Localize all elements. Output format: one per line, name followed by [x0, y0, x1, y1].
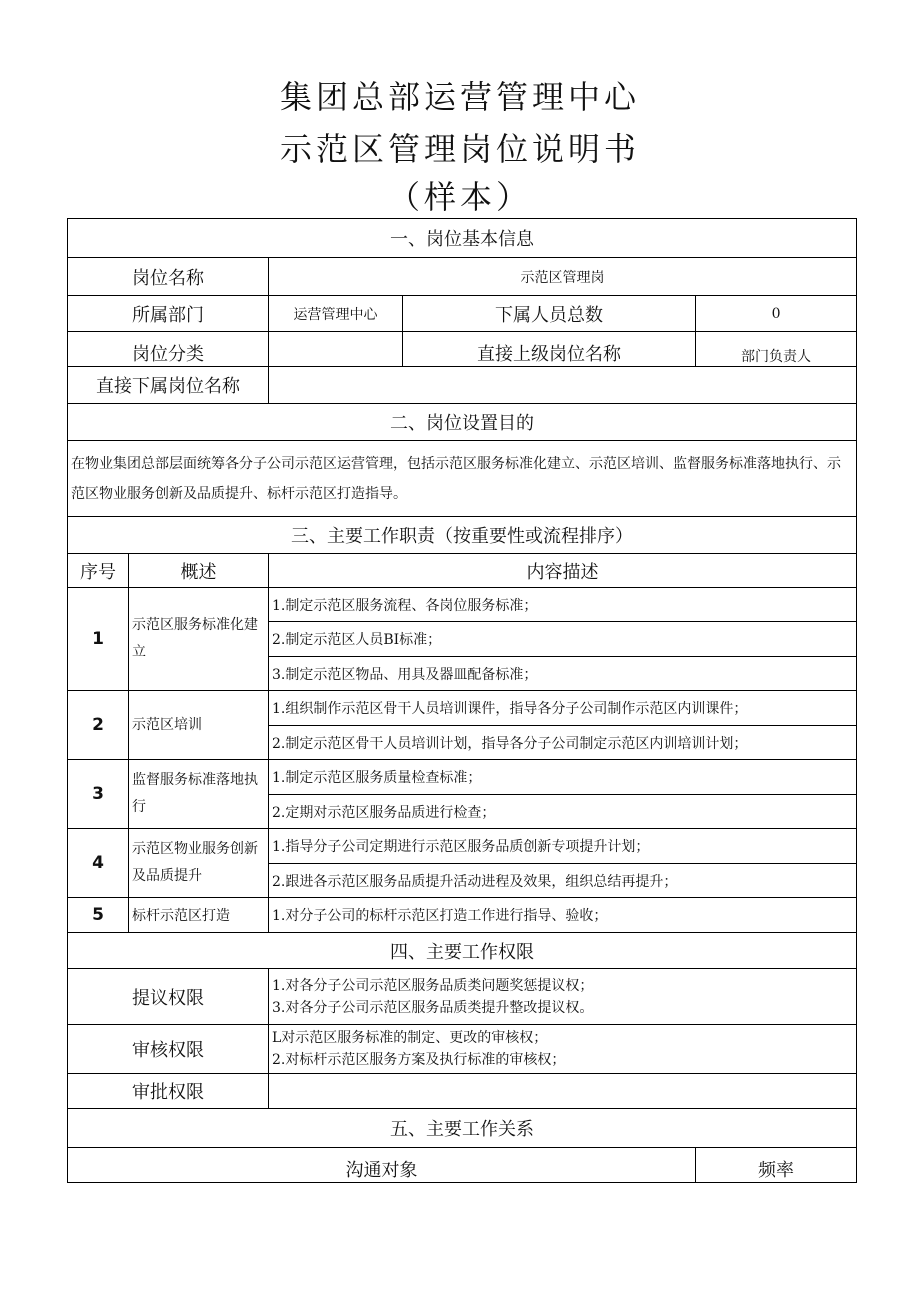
duty-content-item: 1.制定示范区服务流程、各岗位服务标准；: [269, 588, 857, 622]
department-label: 所属部门: [68, 296, 269, 332]
direct-superior-value: 部门负责人: [696, 332, 857, 367]
duty-summary: 标杆示范区打造: [129, 898, 269, 933]
review-authority-item: 2.对标杆示范区服务方案及执行标准的审核权；: [272, 1052, 566, 1068]
section-basic-info-header: 一、岗位基本信息: [68, 219, 857, 258]
duty-content-item: 2.制定示范区骨干人员培训计划，指导各分子公司制定示范区内训培训计划；: [269, 726, 857, 760]
section-authority-header: 四、主要工作权限: [68, 933, 857, 969]
propose-authority-item: 3.对各分子公司示范区服务品质类提升整改提议权。: [272, 999, 594, 1016]
approve-authority-value: [269, 1074, 857, 1109]
relations-col-target: 沟通对象: [68, 1148, 696, 1183]
position-name-label: 岗位名称: [68, 258, 269, 296]
duty-number: 4: [68, 829, 129, 898]
duty-number: 5: [68, 898, 129, 933]
relations-col-frequency: 频率: [696, 1148, 857, 1183]
duty-content-item: 2.定期对示范区服务品质进行检查；: [269, 795, 857, 829]
duty-content-item: 1.制定示范区服务质量检查标准；: [269, 760, 857, 795]
position-category-label: 岗位分类: [68, 332, 269, 367]
duty-content-item: 1.组织制作示范区骨干人员培训课件，指导各分子公司制作示范区内训课件；: [269, 691, 857, 726]
duties-col-summary: 概述: [129, 554, 269, 588]
section-purpose-header: 二、岗位设置目的: [68, 404, 857, 441]
duty-number: 2: [68, 691, 129, 760]
direct-subordinate-value: [269, 367, 857, 404]
propose-authority-item: 1.对各分子公司示范区服务品质类问题奖惩提议权；: [272, 977, 594, 994]
propose-authority-items: [269, 969, 857, 1025]
duty-summary: 监督服务标准落地执行: [129, 760, 269, 829]
document-title-line2: 示范区管理岗位说明书: [279, 130, 640, 168]
duty-summary: 示范区物业服务创新及品质提升: [129, 829, 269, 898]
duty-content-item: 2.跟进各示范区服务品质提升活动进程及效果，组织总结再提升；: [269, 864, 857, 898]
position-name-value: 示范区管理岗: [269, 258, 857, 296]
section-duties-header: 三、主要工作职责（按重要性或流程排序）: [68, 517, 857, 554]
direct-superior-label: 直接上级岗位名称: [403, 332, 696, 367]
duty-content-item: 1.指导分子公司定期进行示范区服务品质创新专项提升计划；: [269, 829, 857, 864]
position-category-value: [269, 332, 403, 367]
purpose-text: 在物业集团总部层面统筹各分子公司示范区运营管理，包括示范区服务标准化建立、示范区培训、监督服务标准落地执行、示范区物业服务创新及品质提升、标杆示范区打造指导。: [68, 441, 857, 517]
duty-content-item: 3.制定示范区物品、用具及器皿配备标准；: [269, 657, 857, 691]
document-title-line1: 集团总部运营管理中心: [279, 78, 640, 116]
duty-content-item: 1.对分子公司的标杆示范区打造工作进行指导、验收；: [269, 898, 857, 933]
review-authority-label: 审核权限: [68, 1025, 269, 1074]
document-title-line3: （样本）: [387, 178, 532, 216]
duty-summary: 示范区培训: [129, 691, 269, 760]
propose-authority-label: 提议权限: [68, 969, 269, 1025]
duty-content-item: 2.制定示范区人员BI标准；: [269, 622, 857, 657]
duty-number: 3: [68, 760, 129, 829]
approve-authority-label: 审批权限: [68, 1074, 269, 1109]
department-value: 运营管理中心: [269, 296, 403, 332]
subordinates-count-value: 0: [696, 296, 857, 332]
job-description-table: [67, 218, 857, 1183]
section-relations-header: 五、主要工作关系: [68, 1109, 857, 1148]
duty-summary: 示范区服务标准化建立: [129, 588, 269, 691]
review-authority-item: L对示范区服务标准的制定、更改的审核权；: [272, 1030, 548, 1046]
duty-number: 1: [68, 588, 129, 691]
duties-col-number: 序号: [68, 554, 129, 588]
duties-col-content: 内容描述: [269, 554, 857, 588]
subordinates-count-label: 下属人员总数: [403, 296, 696, 332]
direct-subordinate-label: 直接下属岗位名称: [68, 367, 269, 404]
review-authority-items: [269, 1025, 857, 1074]
